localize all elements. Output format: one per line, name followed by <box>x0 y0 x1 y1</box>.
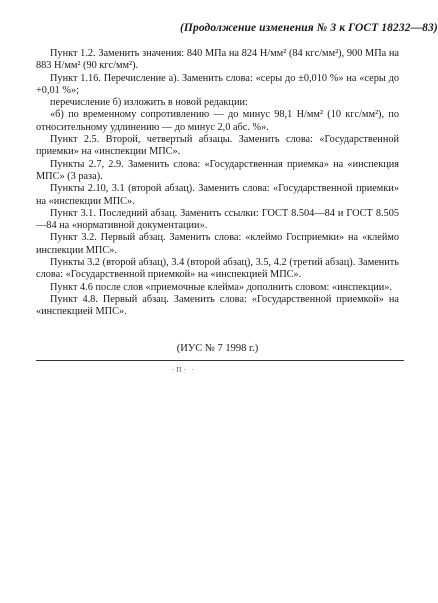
footer-divider <box>36 360 404 361</box>
paragraph-10: Пункты 3.2 (второй абзац), 3.4 (второй абзац), 3.5, 4.2 (третий абзац). Заменить слова: «Государственной приемкой» на «инспекцией МПС». <box>36 257 399 281</box>
ius-reference: (ИУС № 7 1998 г.) <box>176 343 259 354</box>
paragraph-11: Пункт 4.6 после слов «приемочные клейма» дополнить словом: «инспекции». <box>50 281 393 293</box>
paragraph-12: Пункт 4.8. Первый абзац. Заменить слова: «Государственной приемкой» на «инспекцией МПС». <box>36 293 399 318</box>
paragraph-7: Пункты 2.10, 3.1 (второй абзац). Заменить слова: «Государственной приемки» на «инспекции МПС». <box>36 183 399 207</box>
page-header: (Продолжение изменения № 3 к ГОСТ 18232—83) <box>180 22 438 34</box>
paragraph-3: перечисление б) изложить в новой редакции: <box>50 97 248 109</box>
paragraph-8: Пункт 3.1. Последний абзац. Заменить ссылки: ГОСТ 8.504—84 и ГОСТ 8.505—84 на «нормативной документации». <box>36 207 399 232</box>
paragraph-9: Пункт 3.2. Первый абзац. Заменить слова: «клеймо Госприемки» на «клеймо инспекции МПС». <box>36 232 399 256</box>
amendment-body <box>36 48 399 319</box>
paragraph-1: Пункт 1.2. Заменить значения: 840 МПа на 824 Н/мм² (84 кгс/мм²), 900 МПа на 883 Н/мм² (90 кгс/мм²). <box>36 48 399 72</box>
paragraph-2: Пункт 1.16. Перечисление а). Заменить слова: «серы до ±0,010 %» на «серы до +0,01 %»; <box>36 72 399 96</box>
paragraph-4: «б) по временному сопротивлению — до минус 98,1 Н/мм² (10 кгс/мм²), по относительному удлинению — до минус 2,0 абс. %». <box>36 109 399 133</box>
page-number-mark: ·П· · <box>172 366 196 374</box>
paragraph-5: Пункт 2.5. Второй, четвертый абзацы. Заменить слова: «Государственной приемки» на «инспекции МПС». <box>36 134 399 158</box>
paragraph-6: Пункты 2.7, 2.9. Заменить слова: «Государственная приемка» на «инспекция МПС» (3 раза). <box>36 158 399 182</box>
